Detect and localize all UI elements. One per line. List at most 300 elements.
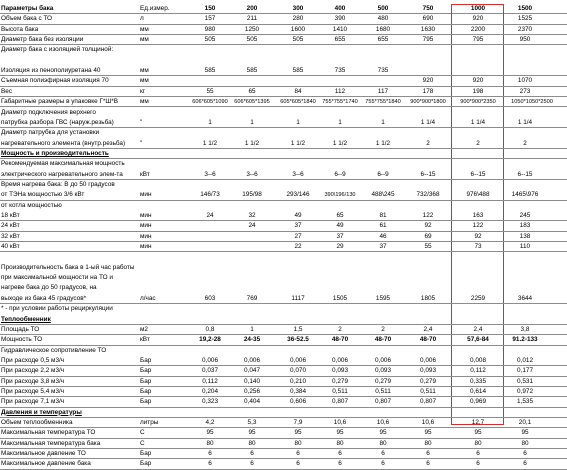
table-row xyxy=(0,25,567,35)
cell-400: 10,6 xyxy=(333,419,347,426)
cell-1500 xyxy=(507,304,543,314)
row-label: Максимальная температура ТО xyxy=(1,429,96,437)
cell-400 xyxy=(322,346,358,356)
cell-300: 505 xyxy=(292,36,304,44)
row-unit: м2 xyxy=(140,325,148,333)
table-row xyxy=(0,377,567,387)
row-unit: Бар xyxy=(140,387,152,395)
row-label: При расходе 2,2 м3/ч xyxy=(1,367,65,375)
row-label: от котла мощностью xyxy=(1,201,62,209)
cell-1000: 1 1/4 xyxy=(470,118,486,126)
table-row xyxy=(0,56,567,66)
cell-1500 xyxy=(507,108,543,118)
row-label: 32 кВт xyxy=(1,232,20,240)
cell-1000: 795 xyxy=(472,36,484,44)
cell-200 xyxy=(234,346,270,356)
cell-500 xyxy=(365,159,401,169)
cell-200 xyxy=(234,108,270,118)
cell-300: 22 xyxy=(294,243,302,251)
table-row xyxy=(0,76,567,86)
cell-1000: 0,008 xyxy=(470,356,486,364)
cell-500: 117 xyxy=(377,87,389,95)
table-row xyxy=(0,97,567,107)
table-row xyxy=(0,439,567,449)
cell-1500 xyxy=(507,346,543,356)
cell-200 xyxy=(234,283,270,293)
cell-300: 1 1/2 xyxy=(290,139,306,147)
header-label: Параметры бака xyxy=(1,5,54,12)
cell-1500: 1 1/4 xyxy=(517,118,533,126)
cell-300 xyxy=(280,56,316,66)
cell-300 xyxy=(280,159,316,169)
table-row xyxy=(0,118,567,128)
row-label: 24 кВт xyxy=(1,222,20,230)
cell-750: 10,6 xyxy=(421,419,435,426)
cell-500: 735 xyxy=(377,67,389,75)
cell-200: 195/98 xyxy=(242,191,262,199)
cell-1000: 6--15 xyxy=(470,170,486,178)
cell-500 xyxy=(365,273,401,283)
table-row xyxy=(0,346,567,356)
table-row xyxy=(0,408,567,418)
cell-200: 1 1/2 xyxy=(244,139,260,147)
cell-750 xyxy=(410,149,446,159)
table-row xyxy=(0,139,567,149)
table-row xyxy=(0,180,567,190)
cell-200: 606*605*1395 xyxy=(234,99,270,106)
cell-300: 37 xyxy=(294,222,302,230)
cell-400: 48-70 xyxy=(331,336,349,344)
cell-750 xyxy=(410,263,446,273)
cell-750: 0,807 xyxy=(420,398,436,406)
header-col-400: 400 xyxy=(334,5,346,12)
cell-400 xyxy=(322,273,358,283)
cell-150 xyxy=(192,252,228,262)
table-row xyxy=(0,273,567,283)
cell-300: 1600 xyxy=(290,25,306,33)
cell-1500: 1525 xyxy=(517,15,533,23)
table-row xyxy=(0,294,567,304)
cell-200: 0,006 xyxy=(244,356,260,364)
cell-200 xyxy=(234,273,270,283)
table-row xyxy=(0,108,567,118)
table-row xyxy=(0,315,567,325)
cell-500 xyxy=(365,180,401,190)
header-col-1000: 1000 xyxy=(470,5,486,12)
cell-1000 xyxy=(460,304,496,314)
cell-400: 390\196/130 xyxy=(324,192,356,199)
table-row xyxy=(0,418,567,428)
cell-300 xyxy=(280,273,316,283)
cell-150 xyxy=(192,201,228,211)
cell-150: 19,2-28 xyxy=(199,336,221,344)
cell-150: 6 xyxy=(208,460,212,468)
row-unit: л xyxy=(140,15,144,23)
cell-150 xyxy=(192,242,228,252)
cell-1000 xyxy=(460,159,496,169)
cell-750 xyxy=(410,346,446,356)
table-row xyxy=(0,170,567,180)
cell-1500: 2 xyxy=(523,139,527,147)
row-label: нагревательного элемента (внутр.резьба) xyxy=(1,139,126,147)
cell-500 xyxy=(365,128,401,138)
table-row xyxy=(0,325,567,335)
table-row xyxy=(0,397,567,407)
cell-1000: 0,969 xyxy=(470,398,486,406)
cell-750: 122 xyxy=(422,212,434,219)
row-label: Диаметр подключения верхнего xyxy=(1,108,96,116)
cell-1000 xyxy=(460,108,496,118)
row-label: Площадь ТО xyxy=(1,325,40,333)
cell-150 xyxy=(192,159,228,169)
cell-200: 769 xyxy=(246,294,258,302)
cell-300: 0,210 xyxy=(290,377,306,385)
cell-300 xyxy=(280,283,316,293)
cell-1500 xyxy=(507,149,543,159)
cell-150: 585 xyxy=(204,67,216,75)
row-label: Гидравлическое сопротивление ТО xyxy=(1,346,107,354)
cell-400 xyxy=(322,315,358,325)
cell-300 xyxy=(280,252,316,262)
header-col-200: 200 xyxy=(246,5,258,12)
row-label: Объем бака с ТО xyxy=(1,15,53,23)
row-label: При расходе 3,8 м3/ч xyxy=(1,377,65,385)
cell-150: 3--6 xyxy=(204,170,216,178)
cell-1000: 122 xyxy=(472,222,484,230)
row-unit: Бар xyxy=(140,367,152,375)
cell-1000 xyxy=(460,263,496,273)
cell-1000: 920 xyxy=(472,15,484,23)
row-unit: Бар xyxy=(140,450,152,458)
cell-750: 55 xyxy=(424,243,432,251)
row-unit: Бар xyxy=(140,398,152,406)
row-label: Производительность бака в 1-ый час работы xyxy=(1,263,135,271)
cell-200 xyxy=(234,263,270,273)
cell-400: 0,093 xyxy=(332,367,348,375)
cell-1000: 0,614 xyxy=(470,387,486,395)
cell-200: 6 xyxy=(250,450,254,458)
cell-500: 81 xyxy=(379,212,387,219)
cell-1000: 73 xyxy=(474,243,482,251)
cell-1500: 1070 xyxy=(517,77,533,85)
cell-1000: 0,112 xyxy=(470,367,486,375)
cell-200 xyxy=(234,201,270,211)
cell-1000 xyxy=(460,56,496,66)
table-row xyxy=(0,35,567,45)
cell-500: 0,093 xyxy=(375,367,391,375)
cell-1000 xyxy=(460,315,496,325)
cell-150 xyxy=(192,128,228,138)
cell-300 xyxy=(280,263,316,273)
cell-1500: 2370 xyxy=(517,25,533,33)
cell-1500 xyxy=(507,56,543,66)
cell-500 xyxy=(365,283,401,293)
table-row xyxy=(0,449,567,459)
row-unit: мин xyxy=(140,232,152,240)
cell-200: 0,140 xyxy=(244,377,260,385)
cell-400 xyxy=(322,149,358,159)
cell-1500: 6 xyxy=(523,450,527,458)
cell-1500 xyxy=(507,128,543,138)
row-label: при максимальной мощности на ТО и xyxy=(1,274,113,282)
cell-400 xyxy=(322,76,358,86)
header-col-750: 750 xyxy=(422,5,434,12)
row-unit: мин xyxy=(140,243,152,251)
cell-1500 xyxy=(507,252,543,262)
table-row xyxy=(0,428,567,438)
cell-1500 xyxy=(507,45,543,55)
cell-300: 7,9 xyxy=(293,419,303,426)
cell-150 xyxy=(192,56,228,66)
header-col-300: 300 xyxy=(292,5,304,12)
cell-150: 1 1/2 xyxy=(202,139,218,147)
row-label: Габаритные размеры в упаковке Г*Ш*В xyxy=(1,98,119,106)
cell-500: 0,511 xyxy=(375,387,391,395)
cell-400: 0,807 xyxy=(332,398,348,406)
cell-1500: 1,535 xyxy=(517,398,533,406)
cell-500: 1 1/2 xyxy=(375,139,391,147)
cell-150 xyxy=(192,108,228,118)
cell-500: 10,6 xyxy=(376,419,390,426)
cell-1500 xyxy=(507,283,543,293)
cell-750: 1805 xyxy=(420,294,436,302)
cell-500: 95 xyxy=(379,429,387,437)
cell-200: 1250 xyxy=(244,25,260,33)
cell-300 xyxy=(280,201,316,211)
cell-400: 6--9 xyxy=(334,170,346,178)
row-label: от ТЭНа мощностью 3/6 кВт xyxy=(1,191,85,199)
table-row xyxy=(0,242,567,252)
cell-1000: 198 xyxy=(472,87,484,95)
table-row xyxy=(0,149,567,159)
cell-750 xyxy=(410,66,446,76)
table-row xyxy=(0,263,567,273)
table-row xyxy=(0,304,567,314)
cell-300 xyxy=(280,76,316,86)
table-row xyxy=(0,335,567,345)
cell-300: 6 xyxy=(296,450,300,458)
table-row xyxy=(0,283,567,293)
cell-200: 32 xyxy=(248,212,256,219)
cell-750: 795 xyxy=(422,36,434,44)
cell-150 xyxy=(192,76,228,86)
cell-750 xyxy=(410,45,446,55)
table-row xyxy=(0,232,567,242)
cell-400: 112 xyxy=(334,87,346,95)
cell-200: 24 xyxy=(248,222,256,230)
cell-1000: 12,7 xyxy=(471,419,485,426)
cell-300: 0,070 xyxy=(290,367,306,375)
cell-300: 84 xyxy=(294,87,302,95)
cell-400: 6 xyxy=(338,450,342,458)
cell-400 xyxy=(322,180,358,190)
cell-750: 690 xyxy=(422,15,434,23)
cell-400: 95 xyxy=(336,429,344,437)
cell-750 xyxy=(410,56,446,66)
cell-1000: 920 xyxy=(472,77,484,85)
cell-750: 920 xyxy=(422,77,434,85)
cell-750: 732/368 xyxy=(416,191,440,199)
cell-300: 49 xyxy=(294,212,302,219)
cell-500 xyxy=(365,346,401,356)
cell-200 xyxy=(234,56,270,66)
row-unit: мм xyxy=(140,36,149,44)
cell-500: 655 xyxy=(377,36,389,44)
cell-1000 xyxy=(460,66,496,76)
row-unit: С xyxy=(140,429,145,437)
cell-200 xyxy=(234,242,270,252)
cell-750 xyxy=(410,180,446,190)
cell-750 xyxy=(410,128,446,138)
cell-300 xyxy=(280,45,316,55)
cell-400: 29 xyxy=(336,243,344,251)
row-label: Мощность ТО xyxy=(1,336,43,344)
cell-500: 46 xyxy=(379,232,387,240)
row-unit: мм xyxy=(140,77,149,85)
cell-1000: 80 xyxy=(474,439,482,447)
cell-1500 xyxy=(507,180,543,190)
row-unit: кг xyxy=(140,87,146,95)
table-row xyxy=(0,387,567,397)
cell-750: 178 xyxy=(422,87,434,95)
cell-150 xyxy=(192,232,228,242)
cell-1500: 3,8 xyxy=(520,325,530,333)
table-row xyxy=(0,45,567,55)
cell-150: 95 xyxy=(206,429,214,437)
cell-300: 585 xyxy=(292,67,304,75)
cell-1000: 900*900*2350 xyxy=(460,99,496,106)
table-row xyxy=(0,159,567,169)
cell-400: 1410 xyxy=(332,25,348,33)
cell-750: 900*900*1800 xyxy=(410,99,446,106)
cell-750 xyxy=(410,159,446,169)
cell-1000: 163 xyxy=(472,212,484,219)
cell-200 xyxy=(234,304,270,314)
cell-150: 0,006 xyxy=(202,356,218,364)
cell-1000: 2 xyxy=(476,139,480,147)
cell-150 xyxy=(192,283,228,293)
header-col-500: 500 xyxy=(377,5,389,12)
table-row xyxy=(0,211,567,221)
header-col-150: 150 xyxy=(204,5,216,12)
row-label: Теплообменник xyxy=(1,315,51,323)
row-unit: Бар xyxy=(140,356,152,364)
cell-300 xyxy=(280,128,316,138)
row-label: Рекомендуемая максимальная мощность xyxy=(1,160,125,168)
cell-1500: 0,012 xyxy=(517,356,533,364)
cell-1000: 2200 xyxy=(470,25,486,33)
cell-150 xyxy=(192,180,228,190)
cell-500: 0,006 xyxy=(375,356,391,364)
cell-1500: 950 xyxy=(519,36,531,44)
cell-750: 0,093 xyxy=(420,367,436,375)
cell-150: 0,037 xyxy=(202,367,218,375)
row-unit: кВт xyxy=(140,336,150,344)
table-row xyxy=(0,201,567,211)
cell-500 xyxy=(365,252,401,262)
cell-500 xyxy=(365,56,401,66)
cell-500: 480 xyxy=(377,15,389,23)
cell-300 xyxy=(280,149,316,159)
cell-300 xyxy=(280,108,316,118)
cell-300: 1,5 xyxy=(293,325,303,333)
cell-1500: 245 xyxy=(519,212,531,219)
cell-1000 xyxy=(460,273,496,283)
table-row xyxy=(0,14,567,24)
cell-400: 1 1/2 xyxy=(332,139,348,147)
cell-1000: 92 xyxy=(474,232,482,240)
cell-150 xyxy=(192,304,228,314)
cell-200: 211 xyxy=(246,15,258,23)
row-label: Вес xyxy=(1,87,13,95)
row-unit: мм xyxy=(140,98,149,106)
cell-200: 65 xyxy=(248,87,256,95)
cell-300: 1117 xyxy=(291,294,305,302)
cell-300: 605*605*1840 xyxy=(280,99,316,106)
cell-400 xyxy=(322,304,358,314)
cell-200 xyxy=(234,128,270,138)
cell-1000: 6 xyxy=(476,450,480,458)
cell-400: 655 xyxy=(334,36,346,44)
cell-1500: 80 xyxy=(521,439,529,447)
cell-1500: 110 xyxy=(519,243,531,251)
cell-1000 xyxy=(460,45,496,55)
cell-400: 755*755*1740 xyxy=(322,99,358,106)
cell-1000 xyxy=(460,128,496,138)
cell-1500 xyxy=(507,408,543,418)
cell-500 xyxy=(365,76,401,86)
cell-150: 606*605*1090 xyxy=(192,99,228,106)
cell-150 xyxy=(192,408,228,418)
cell-400 xyxy=(322,408,358,418)
cell-750 xyxy=(410,408,446,418)
cell-1500: 0,177 xyxy=(517,367,533,375)
row-label: При расходе 5,4 м3/ч xyxy=(1,387,65,395)
cell-150 xyxy=(192,273,228,283)
row-label: Максимальное давление бака xyxy=(1,460,91,468)
cell-300: 80 xyxy=(294,439,302,447)
cell-750: 2 xyxy=(426,139,430,147)
cell-300 xyxy=(280,315,316,325)
cell-400: 2 xyxy=(338,325,342,333)
row-unit: " xyxy=(140,118,143,126)
row-label: Объем теплообменника xyxy=(1,419,73,426)
cell-400: 735 xyxy=(334,67,346,75)
row-unit: Бар xyxy=(140,377,152,385)
cell-1500: 6--15 xyxy=(517,170,533,178)
cell-500: 0,279 xyxy=(375,377,391,385)
cell-400 xyxy=(322,108,358,118)
cell-200: 0,404 xyxy=(244,398,260,406)
cell-750: 1 1/4 xyxy=(420,118,436,126)
cell-500 xyxy=(365,201,401,211)
cell-150 xyxy=(192,315,228,325)
cell-750: 0,279 xyxy=(420,377,436,385)
cell-750 xyxy=(410,304,446,314)
cell-500: 1680 xyxy=(375,25,391,33)
cell-1500: 95 xyxy=(521,429,529,437)
cell-400 xyxy=(322,283,358,293)
cell-300: 95 xyxy=(294,429,302,437)
cell-150: 0,204 xyxy=(202,387,218,395)
cell-400: 65 xyxy=(336,212,344,219)
table-row xyxy=(0,459,567,469)
row-label: Мощность и производительность xyxy=(1,149,109,157)
cell-400: 0,006 xyxy=(332,356,348,364)
row-unit: литры xyxy=(140,419,159,426)
row-label: Максимальное давление ТО xyxy=(1,450,86,458)
cell-500: 48-70 xyxy=(374,336,392,344)
